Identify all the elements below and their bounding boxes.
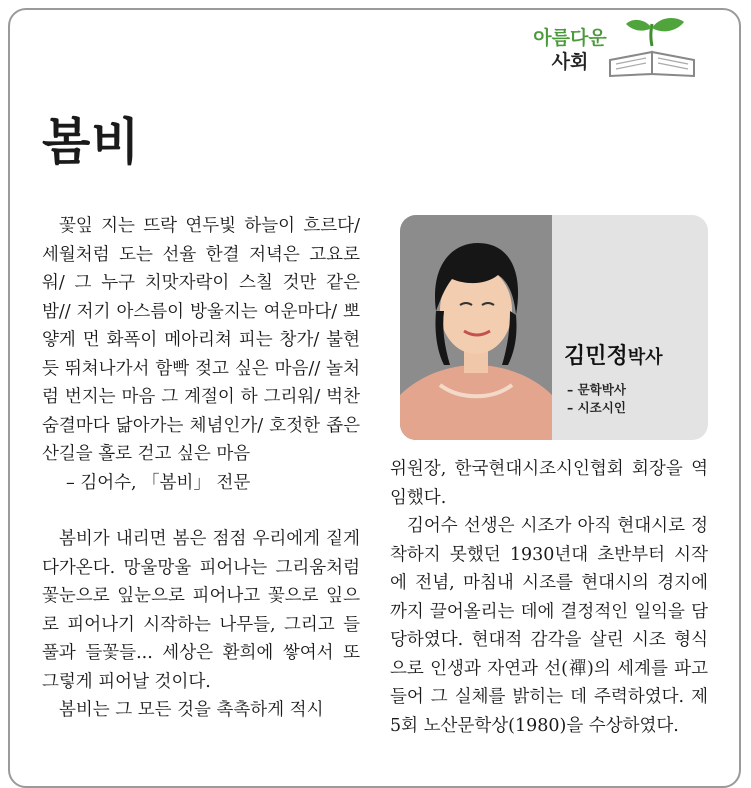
poem-source: – 김어수, 「봄비」 전문 <box>66 472 251 493</box>
left-column <box>42 212 360 725</box>
right-column <box>390 455 708 740</box>
poem-quote: 꽃잎 지는 뜨락 연두빛 하늘이 흐르다/ 세월처럼 도는 선율 한결 저녁은 고요로워/ 그 누구 치맛자락이 스칠 것만 같은 밤// 저기 아스름이 방울지는 여운마다/ 뽀얗게 먼 화폭이 메아리쳐 피는 창가/ 불현듯 뛰쳐나가서 함빡 젖고 싶은 마음// 놀처럼 번지는 마음 그 계절이 하 그리워/ 벅찬 숨결마다 닮아가는 체념인가/ 호젓한 좁은 산길을 홀로 걷고 싶은 마음 <box>42 216 360 464</box>
paragraph-1: 봄비가 내리면 봄은 점점 우리에게 짙게 다가온다. 망울망울 피어나는 그리움처럼 꽃눈으로 잎눈으로 피어나고 꽃으로 잎으로 피어나기 시작하는 나무들, 그리고 들풀과 들꽃들... 세상은 환희에 쌓여서 또 그렇게 피어날 것이다. <box>42 529 360 692</box>
author-name-text: 김민정 <box>564 344 628 369</box>
credential-item: – 문학박사 <box>567 382 626 397</box>
author-credentials <box>567 381 626 417</box>
author-profile-card <box>400 215 708 440</box>
right-paragraph-1: 위원장, 한국현대시조시인협회 회장을 역임했다. <box>390 459 708 508</box>
author-name <box>564 339 663 370</box>
article-title: 봄비 <box>42 113 141 171</box>
author-name-suffix: 박사 <box>627 347 663 368</box>
brand-line2: 사회 <box>551 51 589 73</box>
book-sprout-icon <box>606 16 698 80</box>
brand-line1: 아름다운 <box>533 27 607 49</box>
brand-label <box>520 26 620 74</box>
right-paragraph-2: 김어수 선생은 시조가 아직 현대시로 정착하지 못했던 1930년대 초반부터 시작에 전념, 마침내 시조를 현대시의 경지에까지 끌어올리는 데에 결정적인 일익을 담당하였다. 현대적 감각을 살린 시조 형식으로 인생과 자연과 선(禪)의 세계를 파고들어 그 실체를 밝히는 데 주력하였다. 제5회 노산문학상(1980)을 수상하였다. <box>390 516 708 736</box>
paragraph-2: 봄비는 그 모든 것을 촉촉하게 적시 <box>59 700 324 720</box>
author-photo <box>400 215 552 440</box>
credential-item: – 시조시인 <box>567 400 626 415</box>
